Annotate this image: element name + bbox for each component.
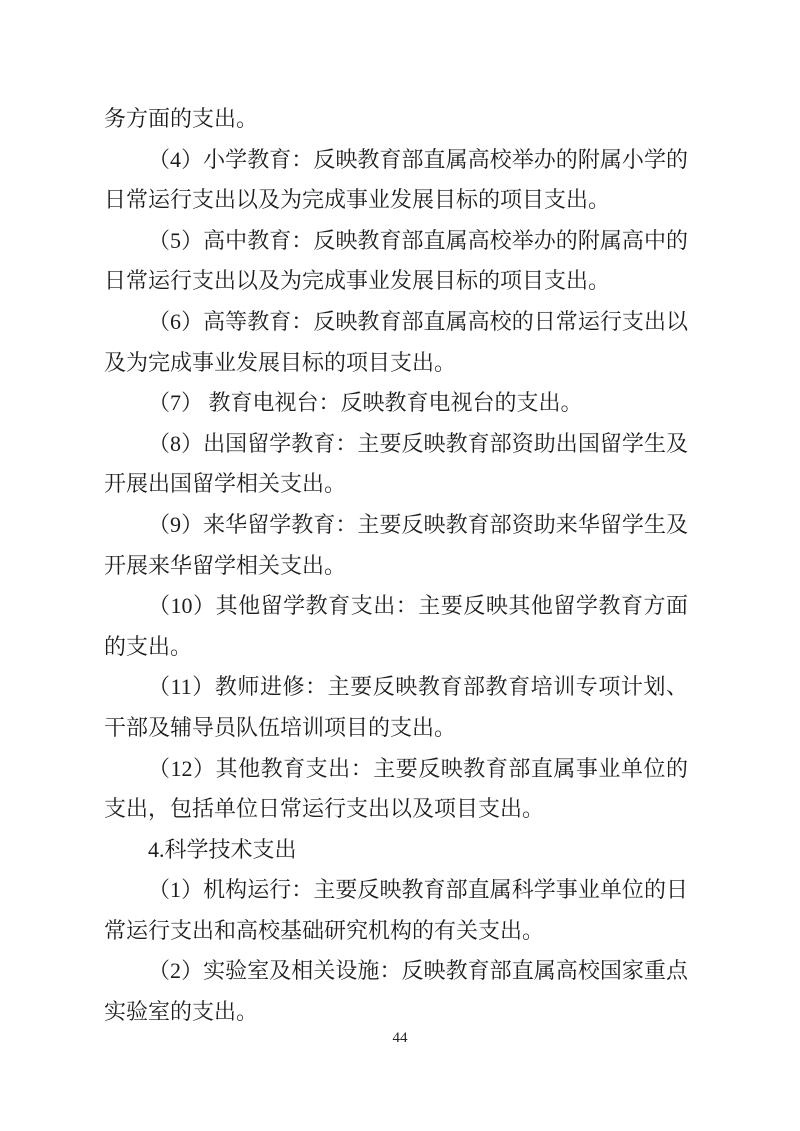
paragraph: （5）高中教育：反映教育部直属高校举办的附属高中的日常运行支出以及为完成事业发展目标的项目支出。 xyxy=(104,227,688,294)
paragraph: （8）出国留学教育：主要反映教育部资助出国留学生及开展出国留学相关支出。 xyxy=(104,430,688,497)
document-body xyxy=(104,99,688,1033)
paragraph: （1）机构运行：主要反映教育部直属科学事业单位的日常运行支出和高校基础研究机构的有关支出。 xyxy=(104,877,688,943)
page-number: 44 xyxy=(392,1030,408,1046)
paragraph: （4）小学教育：反映教育部直属高校举办的附属小学的日常运行支出以及为完成事业发展目标的项目支出。 xyxy=(104,146,688,213)
paragraph: 务方面的支出。 xyxy=(104,106,259,131)
paragraph: （12）其他教育支出：主要反映教育部直属事业单位的支出，包括单位日常运行支出以及项目支出。 xyxy=(104,755,688,822)
paragraph: （7） 教育电视台：反映教育电视台的支出。 xyxy=(148,390,583,416)
paragraph: （10）其他留学教育支出：主要反映其他留学教育方面的支出。 xyxy=(104,593,688,659)
paragraph: （9）来华留学教育：主要反映教育部资助来华留学生及开展来华留学相关支出。 xyxy=(104,511,688,578)
paragraph: （6）高等教育：反映教育部直属高校的日常运行支出以及为完成事业发展目标的项目支出。 xyxy=(104,308,688,375)
paragraph: （2）实验室及相关设施：反映教育部直属高校国家重点实验室的支出。 xyxy=(104,958,688,1025)
paragraph: （11）教师进修：主要反映教育部教育培训专项计划、干部及辅导员队伍培训项目的支出。 xyxy=(104,674,688,740)
section-heading: 4.科学技术支出 xyxy=(148,836,297,862)
